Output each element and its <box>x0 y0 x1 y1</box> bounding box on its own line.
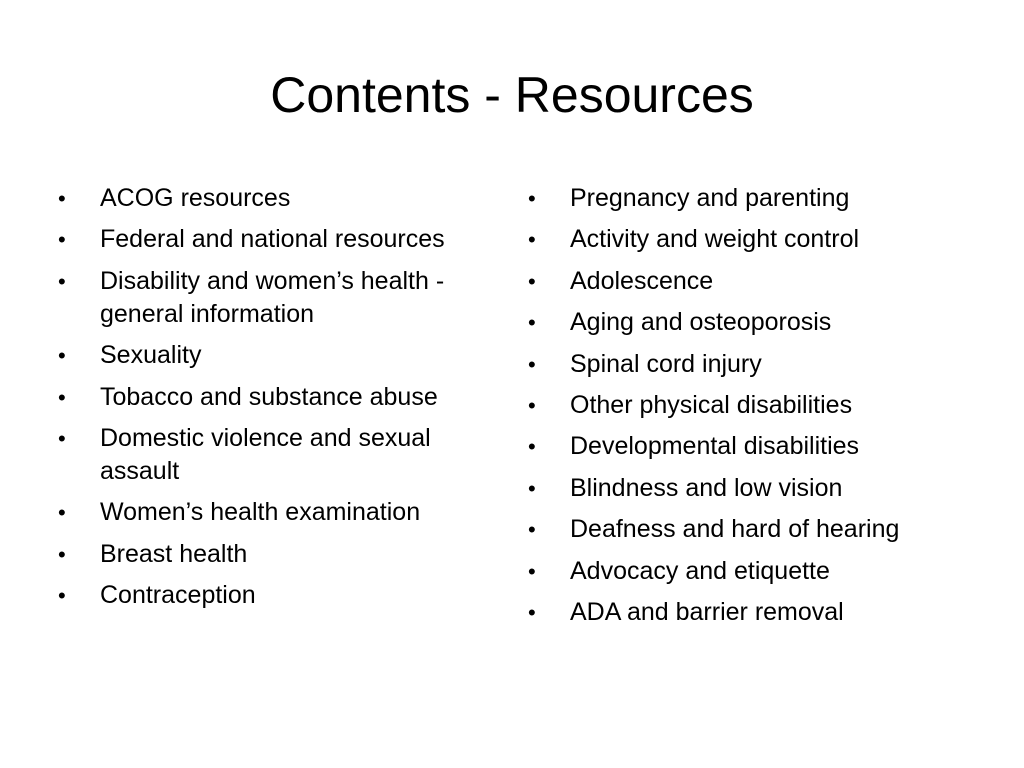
bullet-icon: • <box>528 517 536 543</box>
bullet-icon: • <box>58 343 66 369</box>
bullet-icon: • <box>528 558 536 584</box>
list-item-label: Blindness and low vision <box>570 473 843 502</box>
list-item-label: Contraception <box>100 581 256 610</box>
bullet-icon: • <box>58 227 66 253</box>
list-item-label: Spinal cord injury <box>570 349 762 378</box>
bullet-icon: • <box>58 425 66 451</box>
bullet-icon: • <box>528 351 536 377</box>
list-item <box>528 555 998 588</box>
list-item <box>58 538 508 571</box>
list-item-label: Women’s health examination <box>100 498 421 527</box>
list-item <box>528 306 998 339</box>
list-item <box>528 182 998 215</box>
bullet-icon: • <box>528 392 536 418</box>
list-item <box>58 496 508 529</box>
list-item <box>528 265 998 298</box>
bullet-icon: • <box>58 268 66 294</box>
left-bullet-list <box>58 182 508 621</box>
list-item <box>58 381 508 414</box>
list-item-label: Pregnancy and parenting <box>570 184 850 212</box>
bullet-icon: • <box>528 310 536 336</box>
list-item-label: Federal and national resources <box>100 225 445 254</box>
list-item <box>528 223 998 256</box>
bullet-icon: • <box>58 500 66 526</box>
list-item <box>528 389 998 422</box>
list-item-label: Developmental disabilities <box>570 432 860 461</box>
bullet-icon: • <box>528 268 536 294</box>
list-item <box>58 223 508 256</box>
list-item-label: Advocacy and etiquette <box>570 556 830 585</box>
bullet-icon: • <box>58 541 66 567</box>
list-item <box>528 596 998 629</box>
list-item <box>58 339 508 372</box>
bullet-icon: • <box>58 186 66 211</box>
list-item-label: Deafness and hard of hearing <box>570 515 900 544</box>
list-item-label: Sexuality <box>100 341 202 370</box>
list-item <box>58 182 508 215</box>
right-bullet-list <box>528 182 998 637</box>
list-item <box>58 265 508 331</box>
list-item <box>528 348 998 381</box>
bullet-icon: • <box>528 475 536 501</box>
list-item <box>528 513 998 546</box>
slide-title: Contents - Resources <box>270 67 754 123</box>
list-item <box>58 579 508 612</box>
list-item-label: ADA and barrier removal <box>570 597 844 626</box>
bullet-icon: • <box>528 186 536 211</box>
list-item-label: Breast health <box>100 539 248 568</box>
bullet-icon: • <box>528 227 536 253</box>
bullet-icon: • <box>528 434 536 460</box>
list-item <box>58 422 508 488</box>
bullet-icon: • <box>528 599 536 625</box>
list-item-label: Other physical disabilities <box>570 390 853 419</box>
list-item-label: Adolescence <box>570 266 714 295</box>
list-item <box>528 430 998 463</box>
list-item-label: Domestic violence and sexual assault <box>100 423 431 485</box>
list-item-label: Aging and osteoporosis <box>570 308 832 337</box>
list-item-label: Tobacco and substance abuse <box>100 382 438 411</box>
bullet-icon: • <box>58 583 66 609</box>
list-item <box>528 472 998 505</box>
list-item-label: Activity and weight control <box>570 225 860 254</box>
bullet-icon: • <box>58 384 66 410</box>
list-item-label: Disability and women’s health - general information <box>100 266 445 328</box>
list-item-label: ACOG resources <box>100 184 291 212</box>
